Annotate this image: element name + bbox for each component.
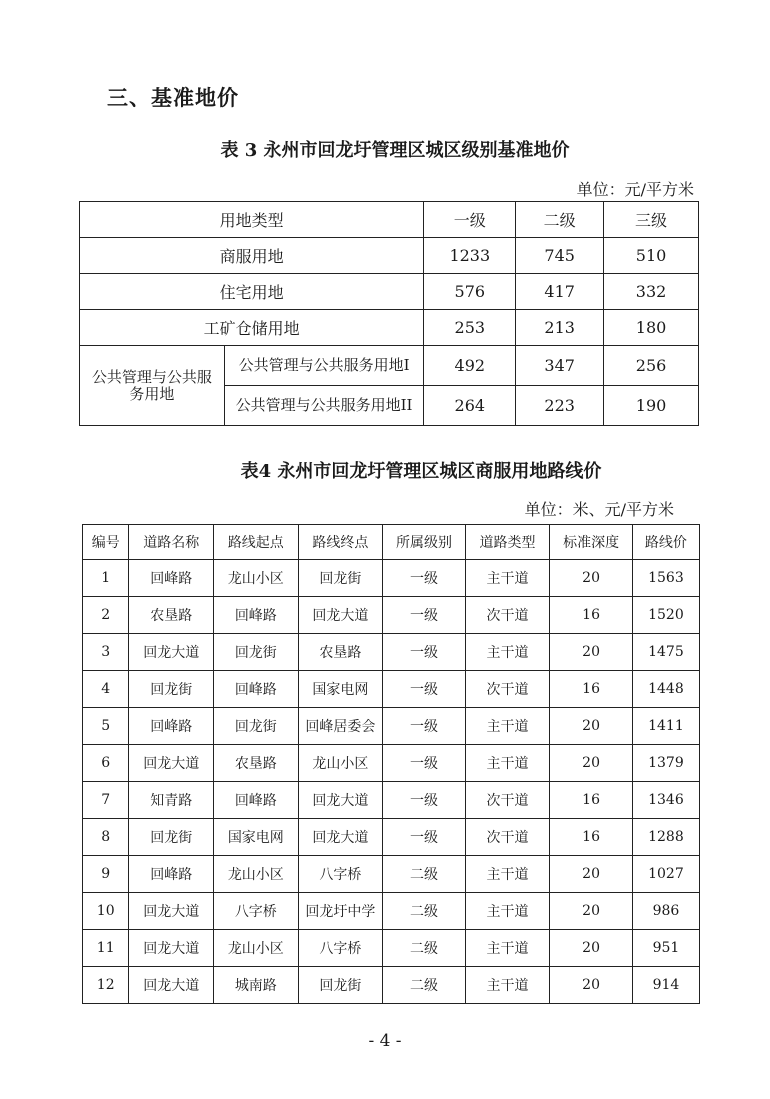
price-cell: 223 (516, 386, 604, 426)
level-cell: 一级 (383, 745, 466, 782)
road-price-table (82, 524, 700, 1004)
land-type-cell: 商服用地 (80, 238, 424, 274)
end-point-cell: 回龙圩中学 (298, 893, 383, 930)
end-point-cell: 回龙大道 (298, 782, 383, 819)
end-point-cell: 回峰居委会 (298, 708, 383, 745)
price-cell: 256 (604, 346, 699, 386)
column-header: 道路类型 (465, 525, 550, 560)
road-name-cell: 回峰路 (129, 856, 214, 893)
row-number-cell: 3 (83, 634, 129, 671)
land-type-cell: 工矿仓储用地 (80, 310, 424, 346)
road-type-cell: 次干道 (465, 782, 550, 819)
price-cell: 510 (604, 238, 699, 274)
table-row (83, 634, 700, 671)
table-row (80, 310, 699, 346)
benchmark-price-table (79, 201, 699, 426)
column-header: 标准深度 (550, 525, 633, 560)
end-point-cell: 回龙街 (298, 967, 383, 1004)
row-number-cell: 10 (83, 893, 129, 930)
road-name-cell: 回龙大道 (129, 634, 214, 671)
table-row (80, 238, 699, 274)
road-price-cell: 914 (632, 967, 699, 1004)
depth-cell: 20 (550, 893, 633, 930)
table3-unit: 单位：元/平方米 (576, 180, 694, 199)
road-type-cell: 次干道 (465, 597, 550, 634)
level-cell: 一级 (383, 708, 466, 745)
section-heading: 三、基准地价 (107, 86, 239, 110)
road-type-cell: 主干道 (465, 930, 550, 967)
road-name-cell: 回龙大道 (129, 967, 214, 1004)
start-point-cell: 回龙街 (214, 634, 299, 671)
road-type-cell: 主干道 (465, 967, 550, 1004)
price-cell: 576 (424, 274, 516, 310)
road-type-cell: 主干道 (465, 745, 550, 782)
road-price-cell: 1563 (632, 560, 699, 597)
depth-cell: 20 (550, 745, 633, 782)
row-number-cell: 1 (83, 560, 129, 597)
road-price-cell: 1346 (632, 782, 699, 819)
row-number-cell: 2 (83, 597, 129, 634)
end-point-cell: 八字桥 (298, 856, 383, 893)
start-point-cell: 龙山小区 (214, 560, 299, 597)
end-point-cell: 八字桥 (298, 930, 383, 967)
price-cell: 190 (604, 386, 699, 426)
header-level-3: 三级 (604, 202, 699, 238)
level-cell: 二级 (383, 893, 466, 930)
road-price-cell: 1520 (632, 597, 699, 634)
road-type-cell: 主干道 (465, 893, 550, 930)
table-row (83, 745, 700, 782)
land-type-cell: 公共管理与公共服务用地I (224, 346, 424, 386)
price-cell: 492 (424, 346, 516, 386)
road-type-cell: 主干道 (465, 708, 550, 745)
start-point-cell: 国家电网 (214, 819, 299, 856)
land-type-cell: 公共管理与公共服务用地II (224, 386, 424, 426)
group-label-cell: 公共管理与公共服务用地 (80, 346, 225, 426)
column-header: 所属级别 (383, 525, 466, 560)
price-cell: 1233 (424, 238, 516, 274)
end-point-cell: 回龙大道 (298, 597, 383, 634)
road-name-cell: 回峰路 (129, 708, 214, 745)
table4-title: 表4 永州市回龙圩管理区城区商服用地路线价 (240, 461, 602, 482)
depth-cell: 16 (550, 671, 633, 708)
end-point-cell: 回龙街 (298, 560, 383, 597)
table-row (83, 671, 700, 708)
column-header: 编号 (83, 525, 129, 560)
road-price-cell: 986 (632, 893, 699, 930)
row-number-cell: 12 (83, 967, 129, 1004)
start-point-cell: 回龙街 (214, 708, 299, 745)
price-cell: 417 (516, 274, 604, 310)
level-cell: 一级 (383, 782, 466, 819)
header-level-2: 二级 (516, 202, 604, 238)
start-point-cell: 龙山小区 (214, 930, 299, 967)
table-row (80, 346, 699, 386)
road-price-cell: 1411 (632, 708, 699, 745)
level-cell: 一级 (383, 671, 466, 708)
land-type-cell: 住宅用地 (80, 274, 424, 310)
road-type-cell: 次干道 (465, 819, 550, 856)
road-price-cell: 1475 (632, 634, 699, 671)
page-number: - 4 - (368, 1031, 402, 1051)
road-name-cell: 回龙大道 (129, 930, 214, 967)
column-header: 道路名称 (129, 525, 214, 560)
level-cell: 二级 (383, 856, 466, 893)
table3-title: 表 3 永州市回龙圩管理区城区级别基准地价 (220, 140, 570, 161)
road-name-cell: 回龙街 (129, 819, 214, 856)
column-header: 路线价 (632, 525, 699, 560)
depth-cell: 20 (550, 967, 633, 1004)
road-price-cell: 1379 (632, 745, 699, 782)
road-price-cell: 1288 (632, 819, 699, 856)
table-header-row (83, 525, 700, 560)
depth-cell: 20 (550, 708, 633, 745)
road-price-cell: 1027 (632, 856, 699, 893)
road-price-cell: 1448 (632, 671, 699, 708)
depth-cell: 20 (550, 856, 633, 893)
table-row (83, 967, 700, 1004)
start-point-cell: 回峰路 (214, 597, 299, 634)
road-price-cell: 951 (632, 930, 699, 967)
depth-cell: 16 (550, 597, 633, 634)
row-number-cell: 11 (83, 930, 129, 967)
table-header-row (80, 202, 699, 238)
start-point-cell: 回峰路 (214, 671, 299, 708)
road-type-cell: 主干道 (465, 856, 550, 893)
road-name-cell: 知青路 (129, 782, 214, 819)
column-header: 路线终点 (298, 525, 383, 560)
depth-cell: 16 (550, 782, 633, 819)
table-row (83, 782, 700, 819)
price-cell: 347 (516, 346, 604, 386)
price-cell: 332 (604, 274, 699, 310)
road-name-cell: 回龙街 (129, 671, 214, 708)
level-cell: 一级 (383, 560, 466, 597)
row-number-cell: 6 (83, 745, 129, 782)
start-point-cell: 农垦路 (214, 745, 299, 782)
price-cell: 253 (424, 310, 516, 346)
price-cell: 745 (516, 238, 604, 274)
table-row (83, 560, 700, 597)
price-cell: 180 (604, 310, 699, 346)
start-point-cell: 龙山小区 (214, 856, 299, 893)
table-row (83, 893, 700, 930)
row-number-cell: 5 (83, 708, 129, 745)
header-level-1: 一级 (424, 202, 516, 238)
table-row (83, 819, 700, 856)
row-number-cell: 4 (83, 671, 129, 708)
end-point-cell: 国家电网 (298, 671, 383, 708)
depth-cell: 20 (550, 634, 633, 671)
row-number-cell: 7 (83, 782, 129, 819)
level-cell: 二级 (383, 930, 466, 967)
road-name-cell: 回峰路 (129, 560, 214, 597)
start-point-cell: 城南路 (214, 967, 299, 1004)
end-point-cell: 回龙大道 (298, 819, 383, 856)
road-type-cell: 主干道 (465, 634, 550, 671)
road-name-cell: 回龙大道 (129, 745, 214, 782)
road-type-cell: 主干道 (465, 560, 550, 597)
level-cell: 一级 (383, 634, 466, 671)
table-row (83, 597, 700, 634)
header-land-type: 用地类型 (80, 202, 424, 238)
price-cell: 213 (516, 310, 604, 346)
row-number-cell: 9 (83, 856, 129, 893)
road-name-cell: 农垦路 (129, 597, 214, 634)
end-point-cell: 农垦路 (298, 634, 383, 671)
table-row (83, 856, 700, 893)
table-row (83, 708, 700, 745)
column-header: 路线起点 (214, 525, 299, 560)
depth-cell: 20 (550, 560, 633, 597)
depth-cell: 16 (550, 819, 633, 856)
level-cell: 一级 (383, 597, 466, 634)
end-point-cell: 龙山小区 (298, 745, 383, 782)
level-cell: 一级 (383, 819, 466, 856)
table4-unit: 单位：米、元/平方米 (524, 500, 674, 519)
table-row (80, 274, 699, 310)
row-number-cell: 8 (83, 819, 129, 856)
start-point-cell: 八字桥 (214, 893, 299, 930)
level-cell: 二级 (383, 967, 466, 1004)
price-cell: 264 (424, 386, 516, 426)
depth-cell: 20 (550, 930, 633, 967)
road-type-cell: 次干道 (465, 671, 550, 708)
table-row (83, 930, 700, 967)
road-name-cell: 回龙大道 (129, 893, 214, 930)
start-point-cell: 回峰路 (214, 782, 299, 819)
